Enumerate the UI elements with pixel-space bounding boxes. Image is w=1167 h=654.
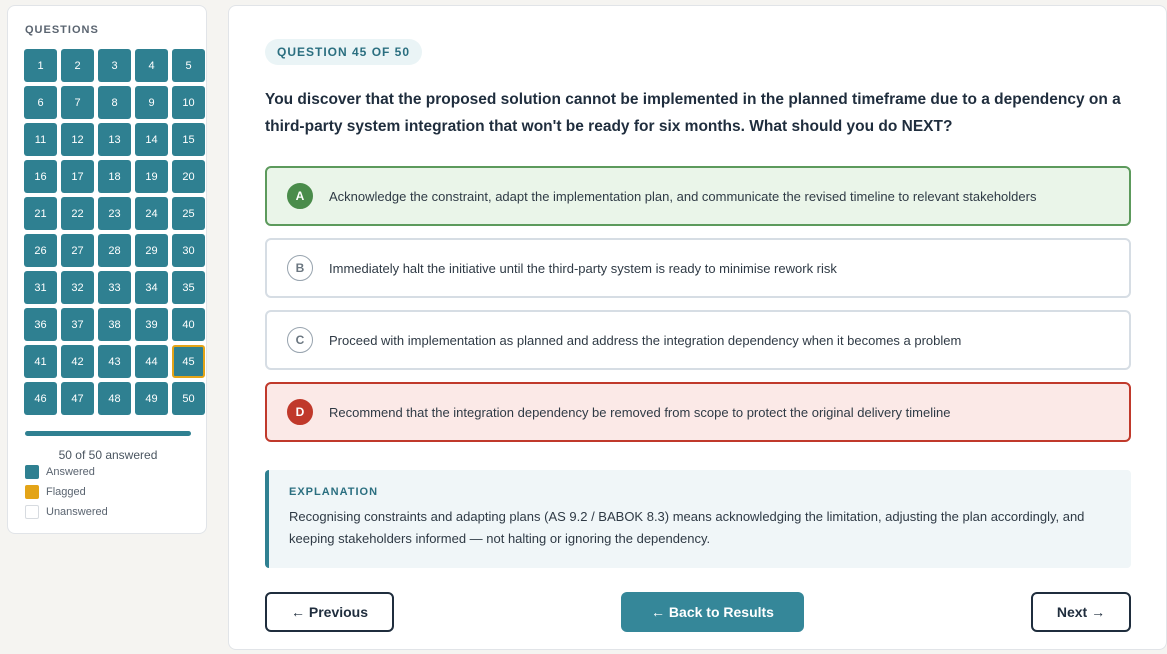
question-nav-button[interactable]: 27 [61,234,94,267]
option-c-text: Proceed with implementation as planned and address the integration dependency when it becomes a problem [329,332,962,348]
back-to-results-button[interactable]: ← Back to Results [621,592,804,632]
question-nav-button[interactable]: 44 [135,345,168,378]
option-b[interactable] [265,238,1131,298]
legend-flagged-label: Flagged [46,486,86,498]
answered-swatch [25,465,39,479]
previous-button[interactable]: ← Previous [265,592,394,632]
question-nav-button[interactable]: 30 [172,234,205,267]
question-nav-button[interactable]: 22 [61,197,94,230]
option-d-text: Recommend that the integration dependency be removed from scope to protect the original delivery timeline [329,404,951,420]
question-nav-button[interactable]: 24 [135,197,168,230]
question-nav-button[interactable]: 45 [172,345,205,378]
question-nav-button[interactable]: 9 [135,86,168,119]
question-nav-button[interactable]: 50 [172,382,205,415]
option-b-letter: B [287,255,313,281]
answered-count: 50 of 50 answered [58,448,158,462]
question-nav-button[interactable]: 23 [98,197,131,230]
legend-unanswered [25,502,108,522]
question-nav-button[interactable]: 11 [24,123,57,156]
question-nav-button[interactable]: 46 [24,382,57,415]
option-a-text: Acknowledge the constraint, adapt the implementation plan, and communicate the revised timeline to relevant stakeholders [329,188,1037,204]
option-b-text: Immediately halt the initiative until the third-party system is ready to minimise rework risk [329,260,837,276]
question-nav-button[interactable]: 5 [172,49,205,82]
unanswered-swatch [25,505,39,519]
explanation-text: Recognising constraints and adapting plans (AS 9.2 / BABOK 8.3) means acknowledging the limitation, adjusting the plan accordingly, and keeping stakeholders informed — not halting or ignoring the dependency. [289,509,1085,546]
legend-unanswered-label: Unanswered [46,506,108,518]
answered-progress-bar [25,431,191,436]
option-c[interactable] [265,310,1131,370]
question-text: You discover that the proposed solution cannot be implemented in the planned timeframe due to a dependency on a third-party system integration that won't be ready for six months. What should you do NEXT? [265,91,1121,135]
question-grid [24,49,205,415]
option-d[interactable] [265,382,1131,442]
question-nav-button[interactable]: 29 [135,234,168,267]
question-nav-button[interactable]: 10 [172,86,205,119]
question-nav-button[interactable]: 26 [24,234,57,267]
question-nav-button[interactable]: 3 [98,49,131,82]
question-nav-button[interactable]: 15 [172,123,205,156]
question-nav-button[interactable]: 8 [98,86,131,119]
question-nav-button[interactable]: 18 [98,160,131,193]
question-nav-button[interactable]: 2 [61,49,94,82]
legend [25,462,108,522]
legend-answered-label: Answered [46,466,95,478]
question-nav-button[interactable]: 21 [24,197,57,230]
question-nav-button[interactable]: 43 [98,345,131,378]
question-nav-button[interactable]: 48 [98,382,131,415]
option-c-letter: C [287,327,313,353]
question-nav-button[interactable]: 20 [172,160,205,193]
flagged-swatch [25,485,39,499]
question-nav-button[interactable]: 19 [135,160,168,193]
question-nav-button[interactable]: 34 [135,271,168,304]
question-nav-button[interactable]: 37 [61,308,94,341]
next-button[interactable]: Next → [1031,592,1131,632]
question-nav-button[interactable]: 7 [61,86,94,119]
question-nav-button[interactable]: 40 [172,308,205,341]
sidebar-title: QUESTIONS [25,24,99,36]
explanation-title: EXPLANATION [289,486,379,498]
option-a[interactable] [265,166,1131,226]
question-nav-button[interactable]: 39 [135,308,168,341]
question-nav-button[interactable]: 16 [24,160,57,193]
question-nav-button[interactable]: 25 [172,197,205,230]
question-nav-button[interactable]: 49 [135,382,168,415]
question-nav-button[interactable]: 13 [98,123,131,156]
question-nav-button[interactable]: 33 [98,271,131,304]
question-counter-badge: QUESTION 45 OF 50 [265,39,422,65]
question-nav-button[interactable]: 32 [61,271,94,304]
question-nav-button[interactable]: 35 [172,271,205,304]
legend-answered [25,462,108,482]
question-nav-button[interactable]: 4 [135,49,168,82]
question-navigator [7,5,207,534]
question-nav-button[interactable]: 36 [24,308,57,341]
question-nav-button[interactable]: 38 [98,308,131,341]
question-nav-button[interactable]: 12 [61,123,94,156]
question-nav-button[interactable]: 17 [61,160,94,193]
question-nav-button[interactable]: 41 [24,345,57,378]
option-a-letter: A [287,183,313,209]
question-nav-button[interactable]: 28 [98,234,131,267]
explanation-box [265,470,1131,568]
question-nav-button[interactable]: 6 [24,86,57,119]
question-nav-button[interactable]: 42 [61,345,94,378]
question-nav-button[interactable]: 1 [24,49,57,82]
question-panel [228,5,1167,650]
legend-flagged [25,482,108,502]
question-nav-button[interactable]: 14 [135,123,168,156]
question-nav-button[interactable]: 31 [24,271,57,304]
option-d-letter: D [287,399,313,425]
question-nav-button[interactable]: 47 [61,382,94,415]
